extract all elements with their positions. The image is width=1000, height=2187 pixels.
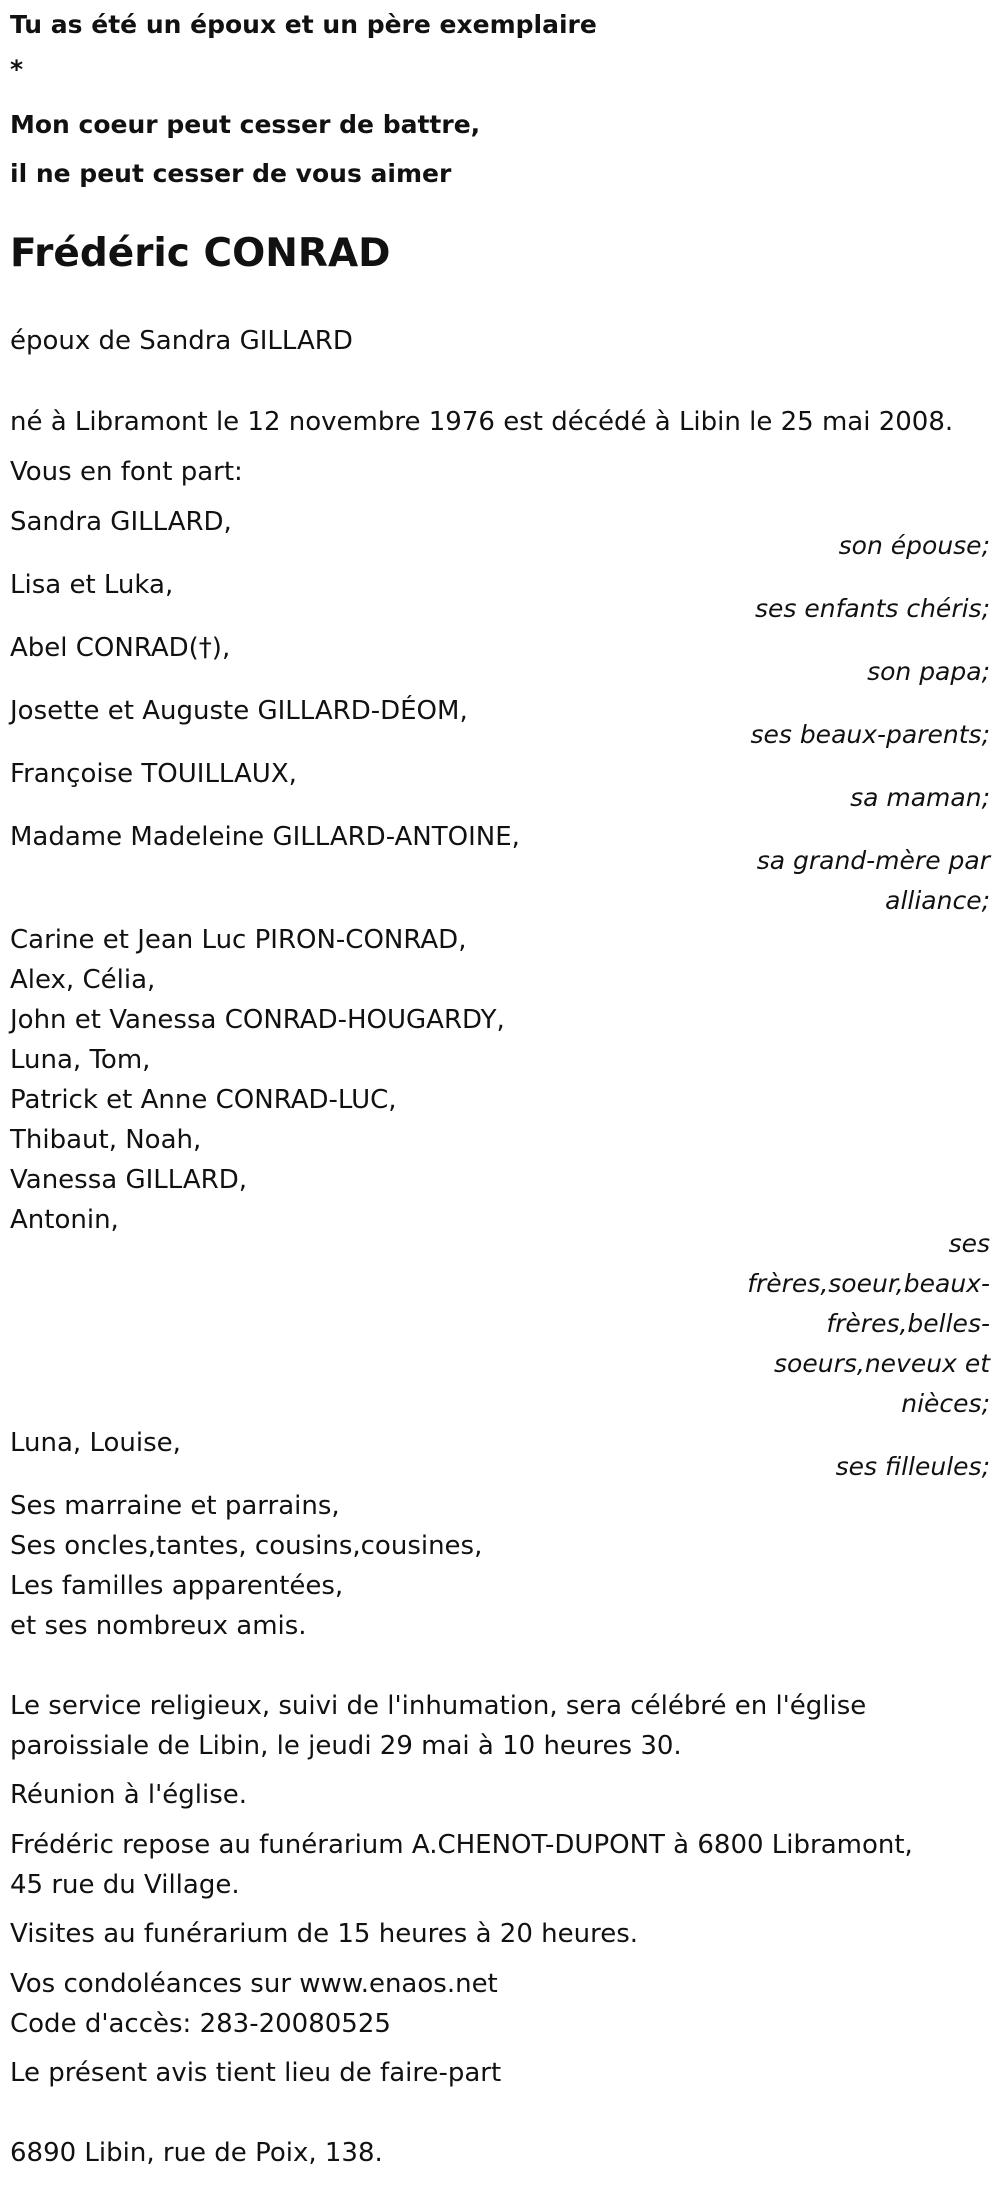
sibling-line-6: Thibaut, Noah, <box>10 1125 202 1155</box>
epigraph-line-4: il ne peut cesser de vous aimer <box>10 159 452 188</box>
condolences-line-1: Vos condoléances sur www.enaos.net <box>10 1969 498 1999</box>
family-name-6: Madame Madeleine GILLARD-ANTOINE, <box>10 822 520 852</box>
siblings-relation-line-1: ses <box>948 1229 990 1258</box>
funerarium-line-2: 45 rue du Village. <box>10 1870 240 1900</box>
family-relation-5: sa maman; <box>850 783 990 812</box>
sibling-line-3: John et Vanessa CONRAD-HOUGARDY, <box>10 1005 505 1035</box>
siblings-relation-line-2: frères,soeur,beaux- <box>747 1269 990 1298</box>
family-relation-2: ses enfants chéris; <box>755 594 990 623</box>
family-name-3: Abel CONRAD(†), <box>10 633 231 663</box>
siblings-relation-line-5: nièces; <box>901 1389 990 1418</box>
family-name-4: Josette et Auguste GILLARD-DÉOM, <box>10 696 468 726</box>
sibling-line-7: Vanessa GILLARD, <box>10 1165 247 1195</box>
family-relation-6-line-2: alliance; <box>885 886 990 915</box>
goddaughters-name: Luna, Louise, <box>10 1428 181 1458</box>
epigraph-star: * <box>10 55 24 84</box>
sibling-line-1: Carine et Jean Luc PIRON-CONRAD, <box>10 925 467 955</box>
family-relation-4: ses beaux-parents; <box>750 720 990 749</box>
family-relation-6-line-1: sa grand-mère par <box>756 846 990 875</box>
sibling-line-2: Alex, Célia, <box>10 965 156 995</box>
family-name-2: Lisa et Luka, <box>10 570 174 600</box>
deceased-name: Frédéric CONRAD <box>10 231 391 276</box>
epigraph-line-3: Mon coeur peut cesser de battre, <box>10 110 481 139</box>
funerarium-line-1: Frédéric repose au funérarium A.CHENOT-DUPONT à 6800 Libramont, <box>10 1830 913 1860</box>
announce-line: Vous en font part: <box>10 457 243 487</box>
others-line-1: Ses marraine et parrains, <box>10 1491 340 1521</box>
goddaughters-relation: ses filleules; <box>835 1452 990 1481</box>
condolences-access-code: Code d'accès: 283-20080525 <box>10 2009 391 2039</box>
sibling-line-5: Patrick et Anne CONRAD-LUC, <box>10 1085 397 1115</box>
others-line-4: et ses nombreux amis. <box>10 1611 307 1641</box>
family-name-1: Sandra GILLARD, <box>10 507 232 537</box>
birth-death-line: né à Libramont le 12 novembre 1976 est décédé à Libin le 25 mai 2008. <box>10 407 954 437</box>
siblings-relation-line-4: soeurs,neveux et <box>774 1349 990 1378</box>
service-line-1: Le service religieux, suivi de l'inhumation, sera célébré en l'église <box>10 1691 867 1721</box>
siblings-relation-line-3: frères,belles- <box>826 1309 990 1338</box>
sibling-line-8: Antonin, <box>10 1205 119 1235</box>
epigraph-line-1: Tu as été un époux et un père exemplaire <box>10 10 597 39</box>
sibling-line-4: Luna, Tom, <box>10 1045 151 1075</box>
others-line-3: Les familles apparentées, <box>10 1571 344 1601</box>
notice-line: Le présent avis tient lieu de faire-part <box>10 2058 502 2088</box>
address-line: 6890 Libin, rue de Poix, 138. <box>10 2138 383 2168</box>
service-line-2: paroissiale de Libin, le jeudi 29 mai à 10 heures 30. <box>10 1731 682 1761</box>
family-relation-1: son épouse; <box>838 531 990 560</box>
spouse-line: époux de Sandra GILLARD <box>10 326 353 356</box>
reunion-line: Réunion à l'église. <box>10 1780 248 1810</box>
family-relation-3: son papa; <box>867 657 990 686</box>
others-line-2: Ses oncles,tantes, cousins,cousines, <box>10 1531 483 1561</box>
family-name-5: Françoise TOUILLAUX, <box>10 759 297 789</box>
visits-line: Visites au funérarium de 15 heures à 20 heures. <box>10 1919 639 1949</box>
